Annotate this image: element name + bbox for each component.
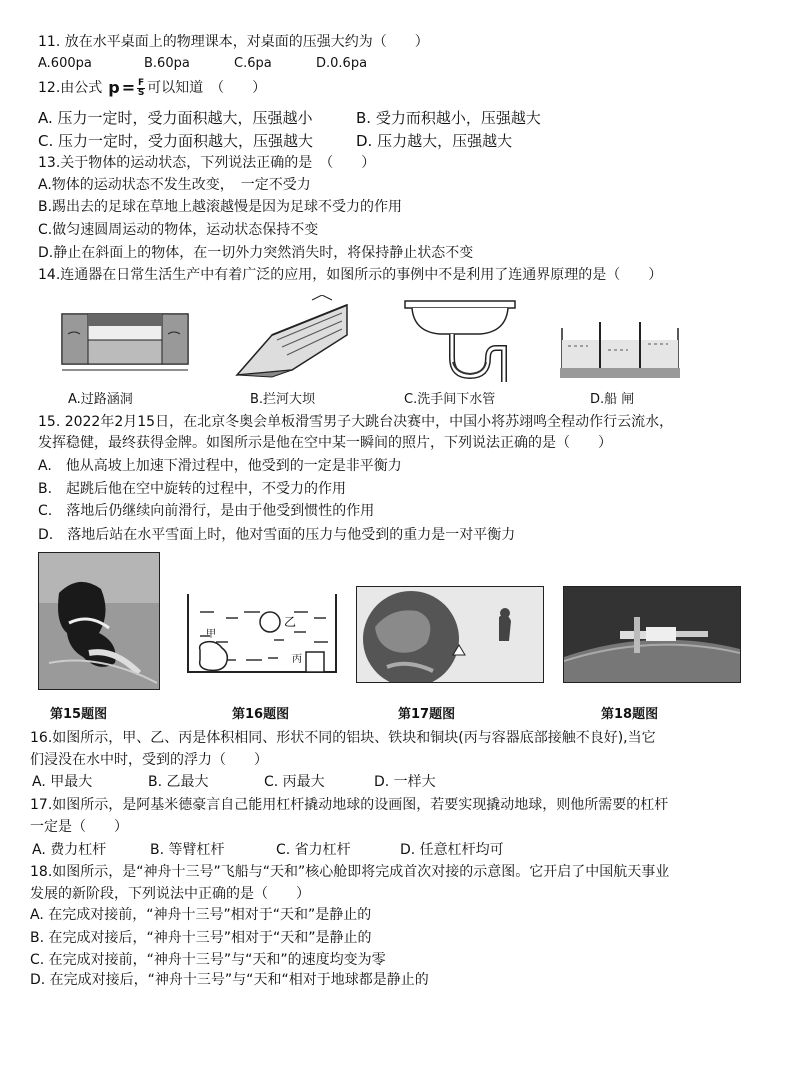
ship-lock-figure <box>560 318 680 380</box>
q15-option-b: B. 起跳后他在空中旋转的过程中，不受力的作用 <box>38 481 347 497</box>
q12-suffix: 可以知道 （ ） <box>147 80 267 96</box>
fig18-spacecraft-docking-picture <box>563 586 741 683</box>
fig14-label-d: D.船 闸 <box>590 392 635 407</box>
fig15-snowboarder-photo <box>38 552 160 690</box>
fig16-label-yi: 乙 <box>284 615 297 629</box>
q15-stem-line2: 发挥稳健，最终获得金牌。如图所示是他在空中某一瞬间的照片，下列说法正确的是（ ） <box>38 435 612 451</box>
q16-option-d: D. 一样大 <box>374 774 436 790</box>
q17-stem-line1: 17.如图所示，是阿基米德豪言自己能用杠杆撬动地球的设画图，若要实现撬动地球，则他所需要的杠杆 <box>30 797 669 813</box>
q12-option-d: D. 压力越大，压强越大 <box>356 132 513 150</box>
q18-option-d: D. 在完成对接后，“神舟十三号”与“天和“相对于地球都是静止的 <box>30 972 429 988</box>
caption-fig18: 第18题图 <box>601 707 659 722</box>
q17-option-d: D. 任意杠杆均可 <box>400 842 504 858</box>
q15-option-a: A. 他从高坡上加速下滑过程中，他受到的一定是非平衡力 <box>38 458 402 474</box>
fig14-label-b: B.拦河大坝 <box>250 392 316 407</box>
q16-stem-line2: 们浸没在水中时，受到的浮力（ ） <box>30 752 268 768</box>
q11-option-d: D.0.6pa <box>316 56 368 71</box>
q13-option-a: A.物体的运动状态不发生改变， 一定不受力 <box>38 177 311 193</box>
q12-prefix: 12.由公式 <box>38 80 103 96</box>
q14-stem: 14.连通器在日常生活生产中有着广泛的应用，如图所示的事例中不是利用了连通界原理的是（ ） <box>38 267 663 283</box>
q15-stem-line1: 15. 2022年2月15日，在北京冬奥会单板滑雪男子大跳台决赛中，中国小将苏翊鸣全程动作行云流水， <box>38 414 674 430</box>
q18-stem-line1: 18.如图所示，是“神舟十三号”飞船与“天和”核心舱即将完成首次对接的示意图。它开启了中国航天事业 <box>30 864 670 880</box>
q17-stem-line2: 一定是（ ） <box>30 819 128 835</box>
q17-options <box>32 840 504 860</box>
q11-stem: 11. 放在水平桌面上的物理课本，对桌面的压强大约为（ ） <box>38 34 429 50</box>
q17-option-a: A. 费力杠杆 <box>32 842 107 858</box>
q12-option-b: B. 受力而积越小，压强越大 <box>356 109 541 127</box>
q13-stem: 13.关于物体的运动状态，下列说法正确的是 （ ） <box>38 155 376 171</box>
q11-options <box>38 54 367 74</box>
q12-option-a: A. 压力一定时，受力面积越大，压强越小 <box>38 109 313 127</box>
caption-fig17: 第17题图 <box>398 707 456 722</box>
sink-pipe-figure <box>400 296 520 384</box>
fig14-label-c: C.洗手间下水管 <box>404 392 496 407</box>
fig14-label-a: A.过路涵洞 <box>68 392 133 407</box>
fig16-container-diagram <box>186 590 338 676</box>
caption-fig16: 第16题图 <box>232 707 290 722</box>
caption-fig15: 第15题图 <box>50 707 108 722</box>
formula-p: p <box>108 78 120 97</box>
q15-option-c: C. 落地后仍继续向前滑行，是由于他受到惯性的作用 <box>38 503 375 519</box>
q16-option-c: C. 丙最大 <box>264 774 325 790</box>
q16-options <box>32 772 436 792</box>
q12-stem <box>38 78 266 98</box>
q16-stem-line1: 16.如图所示，甲、乙、丙是体积相同、形状不同的铝块、铁块和铜块(丙与容器底部接触不良好),当它 <box>30 730 656 746</box>
formula-fraction <box>137 79 145 98</box>
q17-option-b: B. 等臂杠杆 <box>150 842 225 858</box>
q13-option-b: B.踢出去的足球在草地上越滚越慢是因为足球不受力的作用 <box>38 199 403 215</box>
fig16-label-jia: 甲 <box>206 629 216 640</box>
q13-option-c: C.做匀速圆周运动的物体，运动状态保持不变 <box>38 222 319 238</box>
q16-option-b: B. 乙最大 <box>148 774 209 790</box>
q12-option-c: C. 压力一定时，受力面积越大，压强越大 <box>38 132 314 150</box>
q11-option-c: C.6pa <box>234 56 272 71</box>
q11-option-b: B.60pa <box>144 56 190 71</box>
q16-option-a: A. 甲最大 <box>32 774 93 790</box>
q17-option-c: C. 省力杠杆 <box>276 842 351 858</box>
formula-denominator: S <box>137 87 145 98</box>
formula-numerator: F <box>138 77 145 88</box>
q18-option-a: A. 在完成对接前，“神舟十三号”相对于“天和”是静止的 <box>30 907 372 923</box>
dam-figure <box>232 295 352 380</box>
q18-option-b: B. 在完成对接后，“神舟十三号”相对于“天和”是静止的 <box>30 930 372 946</box>
formula-equals: = <box>121 78 136 97</box>
q13-option-d: D.静止在斜面上的物体，在一切外力突然消失时，将保持静止状态不变 <box>38 245 474 261</box>
fig17-archimedes-lever-picture <box>356 586 544 683</box>
q11-option-a: A.600pa <box>38 56 92 71</box>
q18-option-c: C. 在完成对接前，“神舟十三号”与“天和”的速度均变为零 <box>30 952 386 968</box>
q15-option-d: D. 落地后站在水平雪面上时，他对雪面的压力与他受到的重力是一对平衡力 <box>38 527 516 543</box>
q18-stem-line2: 发展的新阶段，下列说法中正确的是（ ） <box>30 886 310 902</box>
culvert-figure <box>60 300 190 382</box>
fig16-label-bing: 丙 <box>292 654 302 665</box>
